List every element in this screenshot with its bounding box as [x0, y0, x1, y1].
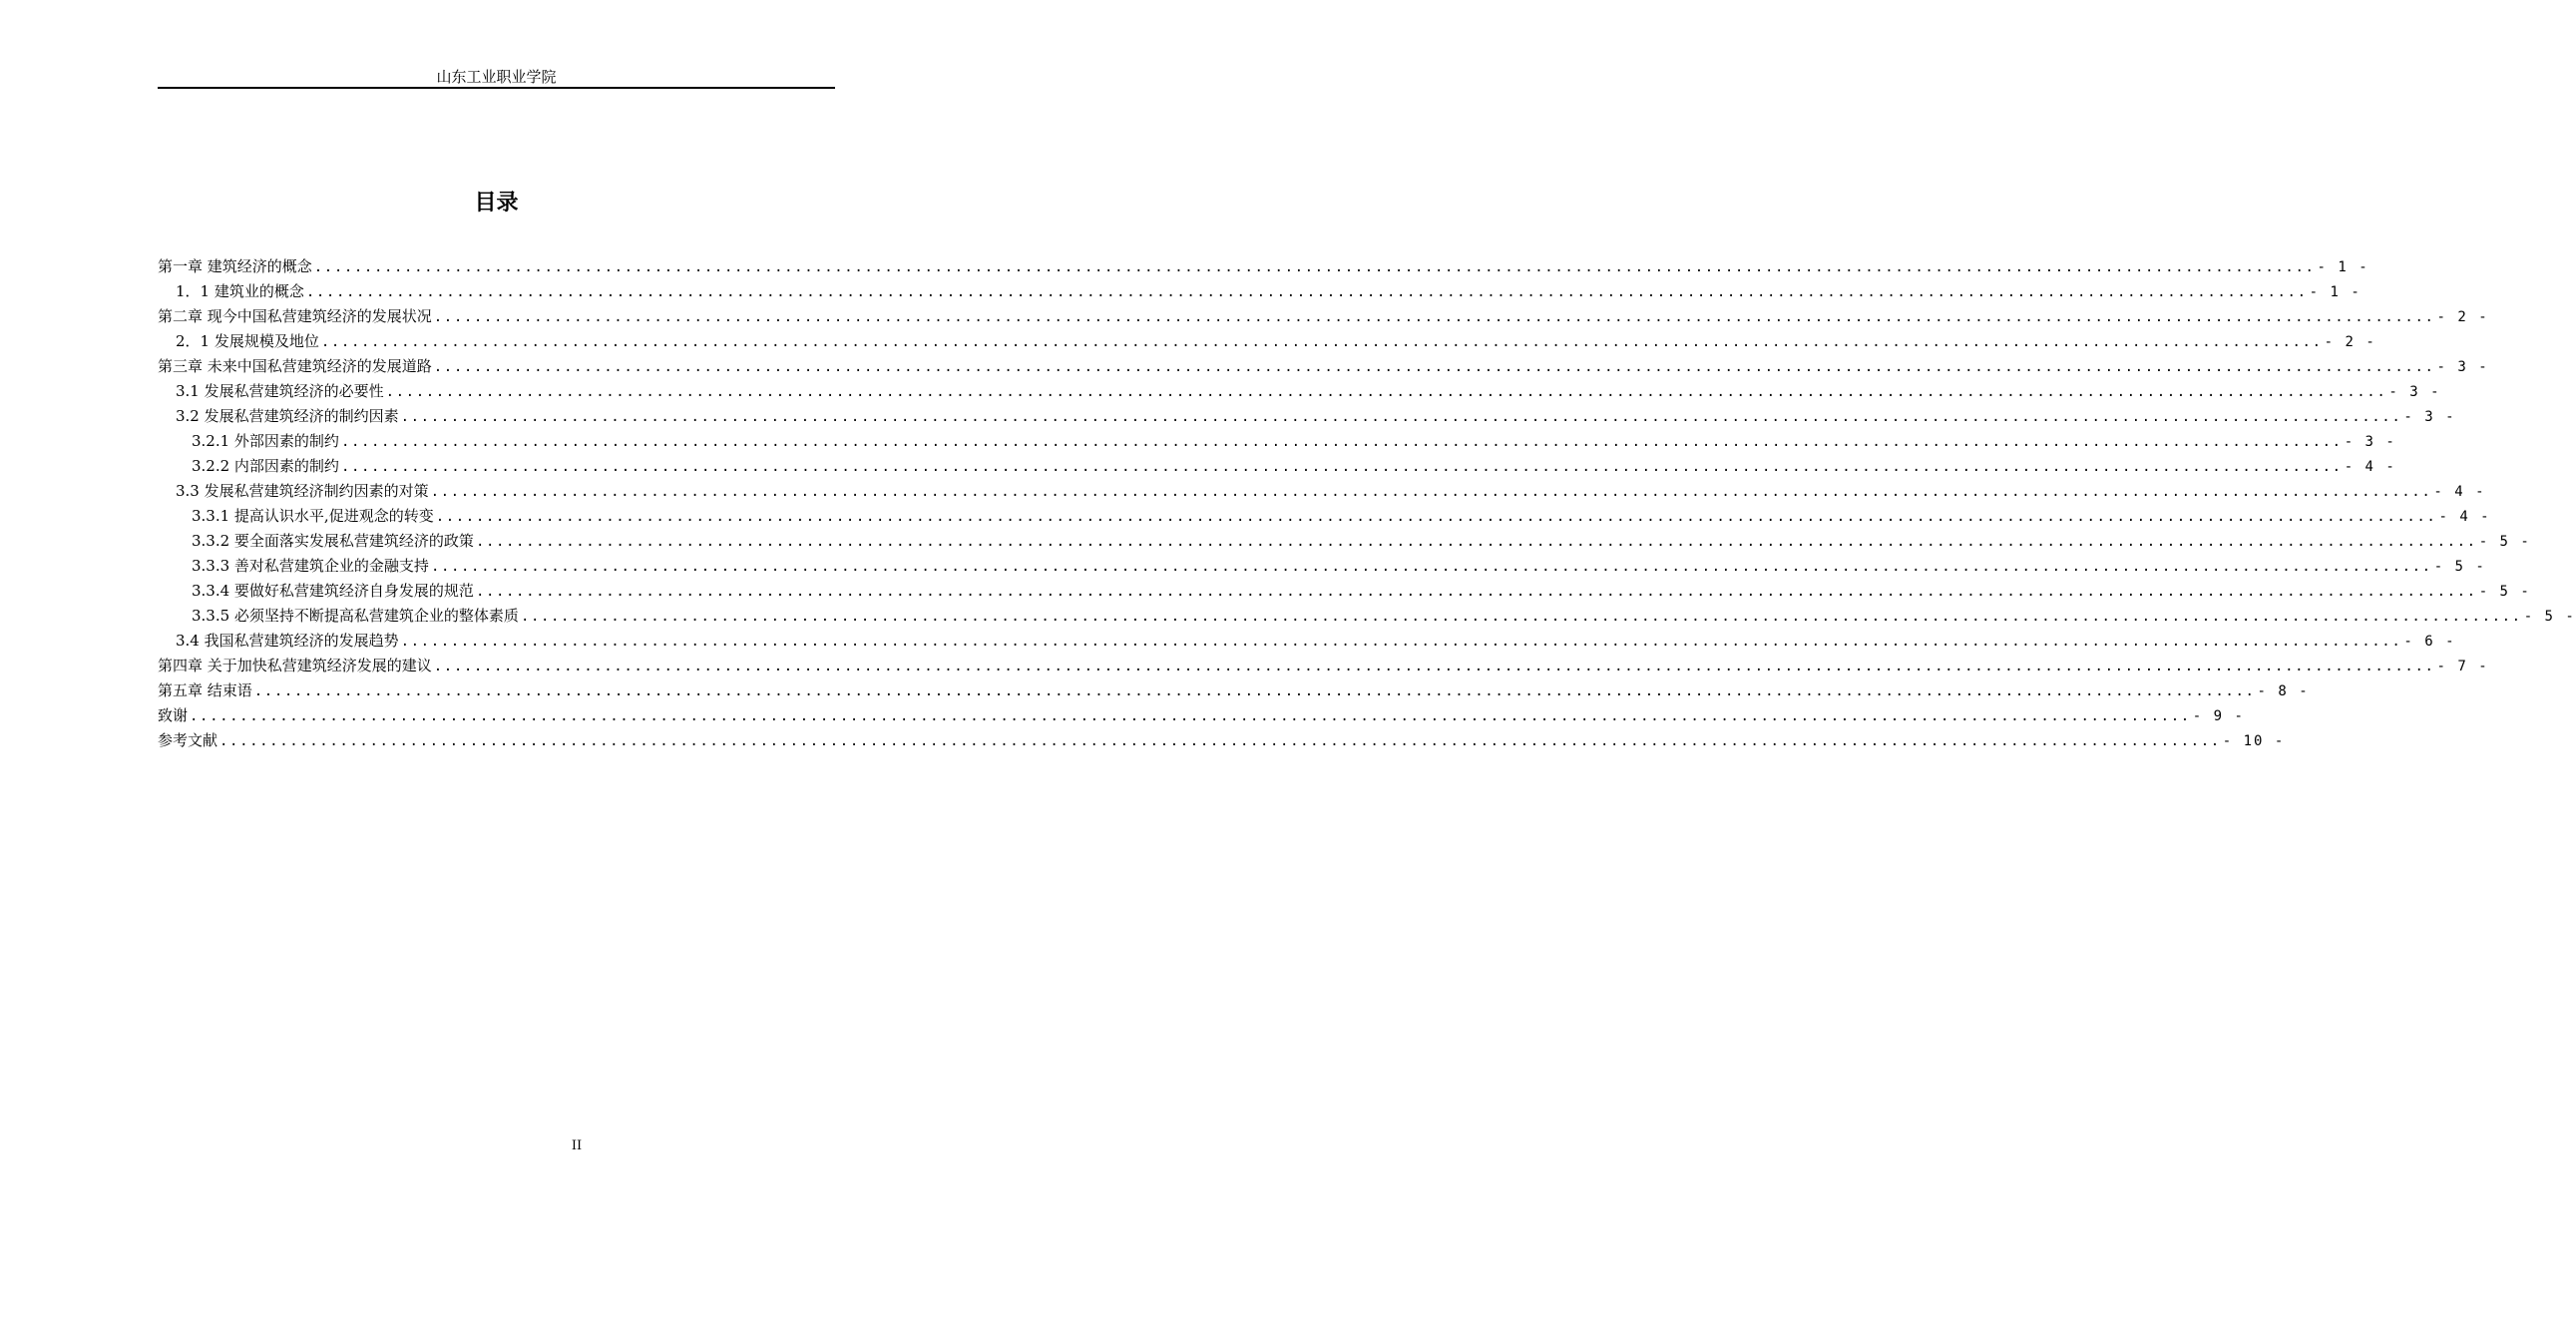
dot-leader: ........................................................................................................................................................................................................ [385, 384, 2387, 400]
toc-entry-text: 3.4 我国私营建筑经济的发展趋势 [176, 632, 399, 650]
toc-entry-page: - 7 - [2436, 659, 2489, 674]
toc-entry-text: 第一章 建筑经济的概念 [158, 257, 312, 275]
toc-entry-text: 3.2.2 内部因素的制约 [192, 457, 339, 475]
toc-entry-text: 3.2 发展私营建筑经济的制约因素 [176, 407, 399, 425]
page-number: II [571, 1138, 583, 1153]
toc-entry-text: 3.1 发展私营建筑经济的必要性 [176, 382, 384, 400]
toc-entry-page: - 5 - [2433, 559, 2486, 575]
toc-entry-text: 2．1 发展规模及地位 [176, 332, 319, 350]
toc-entry[interactable] [158, 329, 2376, 354]
toc-entry-text: 第三章 未来中国私营建筑经济的发展道路 [158, 357, 432, 375]
page-header: 山东工业职业学院 [436, 68, 557, 86]
dot-leader: ........................................................................................................................................................................................................ [305, 284, 2308, 300]
dot-leader: ........................................................................................................................................................................................................ [400, 634, 2402, 650]
toc-entry-page: - 4 - [2438, 509, 2491, 525]
toc-entry-page: - 9 - [2192, 708, 2245, 724]
toc-entry-text: 3.2.1 外部因素的制约 [192, 432, 339, 450]
dot-leader: ........................................................................................................................................................................................................ [520, 609, 2522, 625]
toc-entry-text: 参考文献 [158, 731, 218, 749]
toc-entry[interactable] [158, 404, 2456, 429]
toc-entry-text: 3.3.5 必须坚持不断提高私营建筑企业的整体素质 [192, 607, 519, 625]
toc-entry[interactable] [158, 554, 2486, 579]
toc-entry[interactable] [158, 429, 2396, 454]
table-of-contents [158, 254, 2576, 753]
toc-entry[interactable] [158, 728, 2286, 753]
toc-entry-page: - 2 - [2436, 309, 2489, 325]
toc-entry-text: 第四章 关于加快私营建筑经济发展的建议 [158, 657, 432, 674]
toc-entry[interactable] [158, 654, 2489, 678]
toc-entry-text: 第五章 结束语 [158, 681, 252, 699]
dot-leader: ........................................................................................................................................................................................................ [219, 733, 2221, 749]
toc-entry-page: - 1 - [2317, 259, 2369, 275]
dot-leader: ........................................................................................................................................................................................................ [475, 584, 2477, 600]
toc-entry[interactable] [158, 279, 2361, 304]
toc-entry-page: - 6 - [2403, 634, 2456, 650]
toc-entry[interactable] [158, 678, 2310, 703]
toc-entry-page: - 4 - [2344, 459, 2396, 475]
toc-entry[interactable] [158, 454, 2396, 479]
toc-entry[interactable] [158, 629, 2456, 654]
toc-entry-text: 3.3.3 善对私营建筑企业的金融支持 [192, 557, 429, 575]
toc-entry-text: 致谢 [158, 706, 189, 724]
dot-leader: ........................................................................................................................................................................................................ [253, 683, 2256, 699]
toc-entry[interactable] [158, 604, 2576, 629]
toc-entry[interactable] [158, 529, 2531, 554]
toc-entry-page: - 5 - [2523, 609, 2576, 625]
header-rule [158, 87, 835, 89]
toc-entry-text: 3.3.1 提高认识水平,促进观念的转变 [192, 507, 434, 525]
dot-leader: ........................................................................................................................................................................................................ [433, 309, 2435, 325]
dot-leader: ........................................................................................................................................................................................................ [400, 409, 2402, 425]
toc-entry-page: - 5 - [2478, 584, 2531, 600]
dot-leader: ........................................................................................................................................................................................................ [320, 334, 2323, 350]
dot-leader: ........................................................................................................................................................................................................ [433, 359, 2435, 375]
toc-entry[interactable] [158, 304, 2489, 329]
toc-entry-page: - 2 - [2324, 334, 2376, 350]
toc-entry[interactable] [158, 703, 2245, 728]
dot-leader: ........................................................................................................................................................................................................ [313, 259, 2316, 275]
toc-entry-text: 3.3 发展私营建筑经济制约因素的对策 [176, 482, 429, 500]
dot-leader: ........................................................................................................................................................................................................ [190, 708, 2191, 724]
dot-leader: ........................................................................................................................................................................................................ [475, 534, 2477, 550]
toc-entry[interactable] [158, 504, 2491, 529]
toc-entry-text: 3.3.2 要全面落实发展私营建筑经济的政策 [192, 532, 474, 550]
toc-entry-page: - 3 - [2436, 359, 2489, 375]
toc-entry-page: - 5 - [2478, 534, 2531, 550]
toc-entry-page: - 8 - [2257, 683, 2310, 699]
toc-entry-page: - 3 - [2403, 409, 2456, 425]
toc-entry[interactable] [158, 254, 2369, 279]
toc-entry-page: - 1 - [2309, 284, 2361, 300]
dot-leader: ........................................................................................................................................................................................................ [435, 509, 2437, 525]
toc-entry-page: - 3 - [2388, 384, 2441, 400]
toc-entry[interactable] [158, 354, 2489, 379]
toc-entry[interactable] [158, 479, 2486, 504]
dot-leader: ........................................................................................................................................................................................................ [430, 484, 2432, 500]
toc-entry[interactable] [158, 579, 2531, 604]
toc-entry-text: 3.3.4 要做好私营建筑经济自身发展的规范 [192, 582, 474, 600]
toc-entry-text: 1．1 建筑业的概念 [176, 282, 304, 300]
dot-leader: ........................................................................................................................................................................................................ [430, 559, 2432, 575]
dot-leader: ........................................................................................................................................................................................................ [433, 659, 2435, 674]
dot-leader: ........................................................................................................................................................................................................ [340, 459, 2343, 475]
toc-title: 目录 [474, 191, 519, 216]
dot-leader: ........................................................................................................................................................................................................ [340, 434, 2343, 450]
toc-entry[interactable] [158, 379, 2441, 404]
toc-entry-page: - 3 - [2344, 434, 2396, 450]
toc-entry-text: 第二章 现今中国私营建筑经济的发展状况 [158, 307, 432, 325]
toc-entry-page: - 4 - [2433, 484, 2486, 500]
toc-entry-page: - 10 - [2222, 733, 2286, 749]
